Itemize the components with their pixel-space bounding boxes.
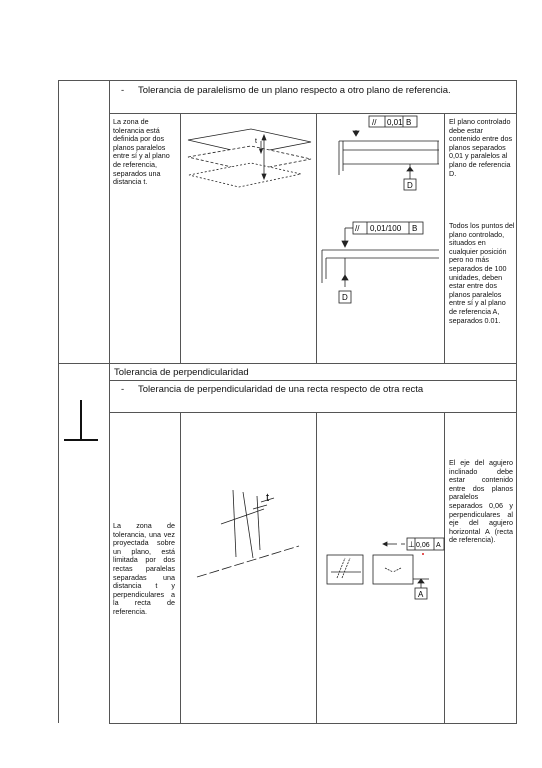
grid-line [58,80,59,723]
figure1-datum-label: D [407,181,413,190]
frame2-value: 0,01/100 [370,224,402,233]
drawing-1 [317,113,445,213]
figure2-datum-label: D [342,293,348,302]
figure3-datum-label: A [418,590,424,599]
section1-note2: Todos los puntos del plano controlado, situados en cualquier posición pero no más separados de 100 unidades, deben estar entre dos planos paralelos entre sí y al plano de referencia A, separados 0.01. [449,221,515,325]
perpendicular-zone-figure [181,412,317,722]
grid-line [109,80,110,723]
frame1-datum: B [406,118,412,127]
frame1-value: 0,01 [387,118,403,127]
drawing-2 [317,215,445,325]
frame3-symbol: ⊥ [408,540,415,549]
t-label: t [255,138,257,145]
section1-zone-description: La zona de tolerancia está definida por dos planos paralelos entre sí y al plano de referencia, separados una distancia t. [113,117,170,187]
section2-zone-description: La zona de tolerancia, una vez proyectada sobre un plano, está limitada por dos rectas paralelas separadas una distancia t y perpendiculares a la recta de referencia. [113,521,175,616]
grid-line [58,80,517,81]
grid-line [109,723,517,724]
section2-title: Tolerancia de perpendicularidad [114,367,249,378]
t-label: t [266,492,270,504]
red-mark-icon [422,553,424,555]
section2-dash: - [121,384,125,395]
frame2-datum: B [412,224,418,233]
section2-heading: Tolerancia de perpendicularidad de una recta respecto de otra recta [138,384,424,395]
parallel-planes-figure [181,113,317,363]
section1-note1: El plano controlado debe estar contenido entre dos planos separados 0,01 y paralelos al plano de referencia D. [449,117,513,178]
drawing-3 [317,530,445,610]
grid-line [109,380,517,381]
frame1-symbol: // [372,118,377,127]
frame3-datum: A [436,542,441,549]
perpendicularity-symbol-icon [62,396,102,446]
grid-line [516,80,517,723]
frame2-symbol: // [355,224,360,233]
section1-heading: Tolerancia de paralelismo de un plano respecto a otro plano de referencia. [138,85,451,96]
frame3-value: 0,06 [416,542,430,549]
section1-dash: - [121,85,125,96]
section2-note: El eje del agujero inclinado debe estar contenido entre dos planos paralelos separados 0,06 y perpendiculares al eje del agujero horizontal A (recta de referencia). [449,458,513,545]
grid-line [58,363,517,364]
